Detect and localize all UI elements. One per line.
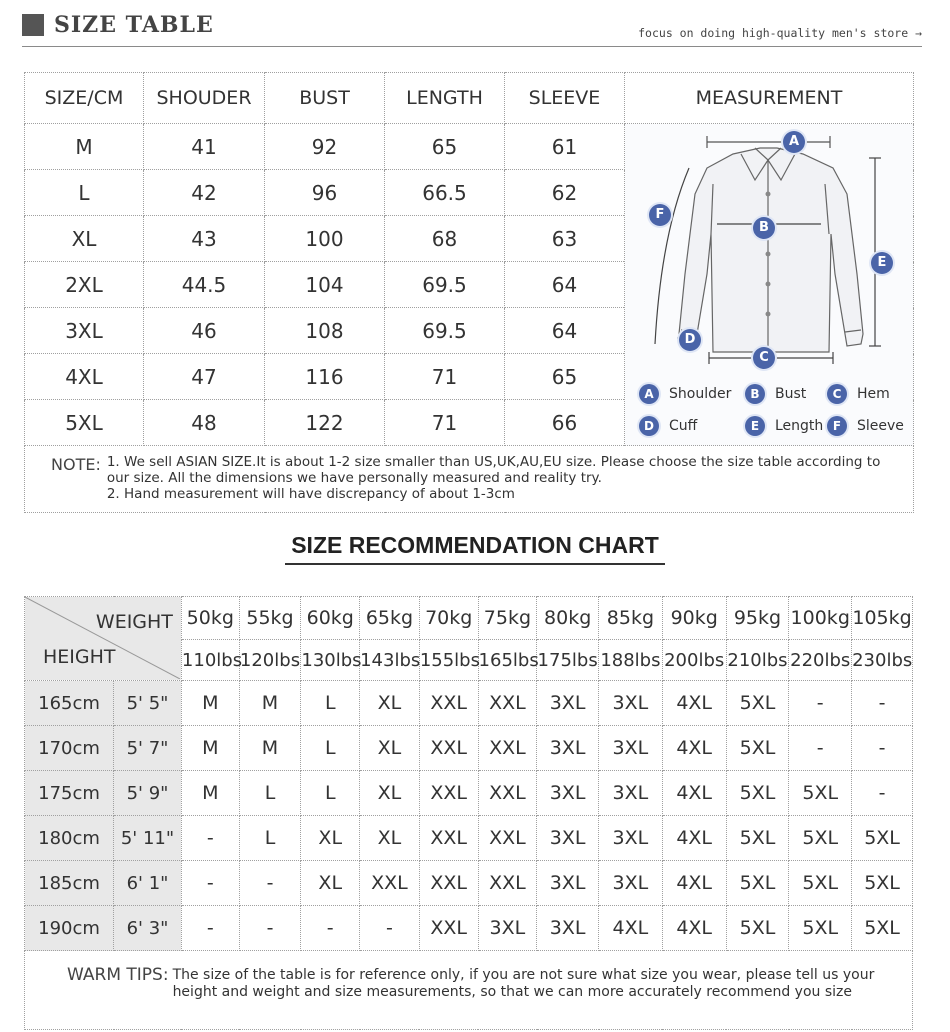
legend-label: Cuff bbox=[669, 418, 698, 434]
table-cell: 65 bbox=[385, 124, 505, 170]
size-cell: 5XL bbox=[789, 861, 852, 906]
weight-kg-header: 50kg bbox=[181, 597, 239, 640]
legend-badge: B bbox=[745, 384, 765, 404]
height-cm: 190cm bbox=[25, 906, 114, 951]
recommendation-table bbox=[24, 596, 913, 1030]
recommendation-title: SIZE RECOMMENDATION CHART bbox=[285, 532, 665, 565]
weight-lbs-header: 220lbs bbox=[789, 640, 852, 681]
measurement-diagram-cell bbox=[625, 124, 914, 446]
marker-d-badge: D bbox=[679, 329, 701, 351]
size-cell: - bbox=[789, 726, 852, 771]
size-cell: - bbox=[852, 771, 913, 816]
store-tagline: focus on doing high-quality men's store → bbox=[638, 26, 922, 40]
weight-kg-header: 105kg bbox=[852, 597, 913, 640]
size-cell: M bbox=[239, 681, 301, 726]
size-cell: XXL bbox=[419, 726, 478, 771]
table-cell: 66.5 bbox=[385, 170, 505, 216]
weight-kg-header: 55kg bbox=[239, 597, 301, 640]
size-cell: XL bbox=[301, 861, 360, 906]
size-cell: L bbox=[301, 681, 360, 726]
weight-kg-row bbox=[25, 597, 913, 640]
table-cell: 66 bbox=[505, 400, 625, 446]
legend-shoulder bbox=[639, 384, 731, 404]
height-ft: 5' 9" bbox=[114, 771, 182, 816]
size-cell: 4XL bbox=[662, 726, 726, 771]
height-cm: 170cm bbox=[25, 726, 114, 771]
table-cell: 108 bbox=[265, 308, 385, 354]
size-cell: - bbox=[239, 861, 301, 906]
size-cell: XXL bbox=[360, 861, 420, 906]
table-cell: 62 bbox=[505, 170, 625, 216]
header-divider bbox=[22, 46, 922, 47]
legend-length bbox=[745, 416, 823, 436]
weight-lbs-header: 155lbs bbox=[419, 640, 478, 681]
size-cell: L bbox=[301, 726, 360, 771]
table-cell: M bbox=[25, 124, 144, 170]
table-cell: 92 bbox=[265, 124, 385, 170]
size-cell: 3XL bbox=[537, 906, 599, 951]
table-cell: 43 bbox=[144, 216, 265, 262]
legend-cuff bbox=[639, 416, 697, 436]
size-table-header-row bbox=[25, 73, 914, 124]
table-cell: 64 bbox=[505, 262, 625, 308]
size-cell: 3XL bbox=[537, 771, 599, 816]
table-row bbox=[25, 726, 913, 771]
warm-tips-cell bbox=[25, 951, 913, 1030]
size-cell: 4XL bbox=[662, 861, 726, 906]
size-cell: XXL bbox=[478, 726, 537, 771]
size-cell: 5XL bbox=[852, 861, 913, 906]
weight-lbs-header: 188lbs bbox=[599, 640, 663, 681]
legend-badge: A bbox=[639, 384, 659, 404]
warm-tips-text: The size of the table is for reference only, if you are not sure what size you wear, please tell us your height and weight and size measurements, so that we can more accurately recommend you size bbox=[172, 967, 875, 1000]
size-cell: 5XL bbox=[852, 816, 913, 861]
table-cell: 64 bbox=[505, 308, 625, 354]
size-cell: M bbox=[181, 771, 239, 816]
size-cell: XXL bbox=[478, 861, 537, 906]
size-cell: 5XL bbox=[789, 816, 852, 861]
weight-lbs-header: 175lbs bbox=[537, 640, 599, 681]
weight-kg-header: 75kg bbox=[478, 597, 537, 640]
table-cell: 71 bbox=[385, 400, 505, 446]
height-cm: 165cm bbox=[25, 681, 114, 726]
size-cell: 3XL bbox=[537, 726, 599, 771]
table-cell: 116 bbox=[265, 354, 385, 400]
shirt-measurement-diagram bbox=[625, 124, 911, 444]
size-cell: 4XL bbox=[662, 771, 726, 816]
weight-kg-header: 85kg bbox=[599, 597, 663, 640]
size-cell: 3XL bbox=[599, 681, 663, 726]
legend-label: Hem bbox=[857, 386, 890, 402]
weight-lbs-header: 143lbs bbox=[360, 640, 420, 681]
column-header: SLEEVE bbox=[505, 73, 625, 124]
table-row bbox=[25, 861, 913, 906]
size-cell: 4XL bbox=[662, 816, 726, 861]
size-cell: XXL bbox=[419, 816, 478, 861]
size-cell: 4XL bbox=[662, 681, 726, 726]
warm-tips-label: WARM TIPS: bbox=[67, 965, 169, 985]
size-cell: 3XL bbox=[599, 771, 663, 816]
size-cell: - bbox=[181, 906, 239, 951]
weight-label: WEIGHT bbox=[95, 611, 173, 633]
note-line-1: 1. We sell ASIAN SIZE.It is about 1-2 size smaller than US,UK,AU,EU size. Please choose the size table according to our size. All the dimensions we have personally measured and reality try. bbox=[106, 454, 881, 486]
legend-label: Bust bbox=[775, 386, 807, 402]
size-cell: XL bbox=[360, 816, 420, 861]
size-cell: 3XL bbox=[599, 726, 663, 771]
weight-lbs-header: 165lbs bbox=[478, 640, 537, 681]
size-cell: - bbox=[181, 861, 239, 906]
size-cell: XXL bbox=[478, 771, 537, 816]
table-row bbox=[25, 906, 913, 951]
marker-c-badge: C bbox=[753, 347, 775, 369]
size-cell: 5XL bbox=[726, 681, 789, 726]
table-cell: 96 bbox=[265, 170, 385, 216]
table-row bbox=[25, 771, 913, 816]
weight-lbs-header: 130lbs bbox=[301, 640, 360, 681]
size-cell: 3XL bbox=[537, 681, 599, 726]
table-cell: 68 bbox=[385, 216, 505, 262]
table-cell: 100 bbox=[265, 216, 385, 262]
note-row bbox=[25, 446, 914, 513]
size-cell: - bbox=[852, 681, 913, 726]
table-cell: 104 bbox=[265, 262, 385, 308]
weight-kg-header: 95kg bbox=[726, 597, 789, 640]
size-cell: 3XL bbox=[478, 906, 537, 951]
size-cell: 3XL bbox=[537, 816, 599, 861]
table-row bbox=[25, 816, 913, 861]
size-cell: 5XL bbox=[726, 906, 789, 951]
size-cell: XL bbox=[360, 681, 420, 726]
legend-label: Shoulder bbox=[669, 386, 732, 402]
weight-kg-header: 80kg bbox=[537, 597, 599, 640]
column-header: LENGTH bbox=[385, 73, 505, 124]
size-cell: 5XL bbox=[789, 771, 852, 816]
size-cell: 5XL bbox=[726, 726, 789, 771]
height-ft: 5' 7" bbox=[114, 726, 182, 771]
size-cell: 5XL bbox=[726, 816, 789, 861]
table-cell: 63 bbox=[505, 216, 625, 262]
weight-kg-header: 90kg bbox=[662, 597, 726, 640]
height-cm: 175cm bbox=[25, 771, 114, 816]
size-cell: L bbox=[301, 771, 360, 816]
size-cell: - bbox=[852, 726, 913, 771]
size-cell: XXL bbox=[419, 681, 478, 726]
legend-label: Sleeve bbox=[857, 418, 904, 434]
size-cell: 5XL bbox=[726, 771, 789, 816]
size-cell: L bbox=[239, 771, 301, 816]
size-cell: 4XL bbox=[662, 906, 726, 951]
size-cell: XXL bbox=[478, 681, 537, 726]
table-cell: 46 bbox=[144, 308, 265, 354]
table-cell: 47 bbox=[144, 354, 265, 400]
weight-lbs-header: 230lbs bbox=[852, 640, 913, 681]
table-cell: 69.5 bbox=[385, 262, 505, 308]
note-line-2: 2. Hand measurement will have discrepancy of about 1-3cm bbox=[106, 486, 515, 502]
size-cell: XL bbox=[360, 726, 420, 771]
column-header: SIZE/CM bbox=[25, 73, 144, 124]
size-cell: - bbox=[789, 681, 852, 726]
table-cell: 44.5 bbox=[144, 262, 265, 308]
header-square-icon bbox=[22, 14, 44, 36]
height-ft: 5' 11" bbox=[114, 816, 182, 861]
warm-tips-row bbox=[25, 951, 913, 1030]
weight-lbs-header: 210lbs bbox=[726, 640, 789, 681]
legend-badge: E bbox=[745, 416, 765, 436]
size-cell: L bbox=[239, 816, 301, 861]
table-cell: 48 bbox=[144, 400, 265, 446]
height-cm: 180cm bbox=[25, 816, 114, 861]
legend-label: Length bbox=[775, 418, 824, 434]
table-row bbox=[25, 124, 914, 170]
size-cell: XL bbox=[360, 771, 420, 816]
table-cell: L bbox=[25, 170, 144, 216]
height-cm: 185cm bbox=[25, 861, 114, 906]
column-header: SHOUDER bbox=[144, 73, 265, 124]
weight-kg-header: 60kg bbox=[301, 597, 360, 640]
weight-lbs-header: 200lbs bbox=[662, 640, 726, 681]
legend-badge: C bbox=[827, 384, 847, 404]
table-cell: 2XL bbox=[25, 262, 144, 308]
table-cell: 5XL bbox=[25, 400, 144, 446]
height-ft: 5' 5" bbox=[114, 681, 182, 726]
size-cell: 3XL bbox=[599, 816, 663, 861]
size-table bbox=[24, 72, 914, 513]
table-row bbox=[25, 681, 913, 726]
size-cell: XXL bbox=[419, 906, 478, 951]
column-header: BUST bbox=[265, 73, 385, 124]
note-label: NOTE: bbox=[51, 455, 101, 474]
height-label: HEIGHT bbox=[43, 646, 116, 668]
table-cell: 122 bbox=[265, 400, 385, 446]
recommendation-title-wrap bbox=[0, 532, 950, 565]
size-cell: 4XL bbox=[599, 906, 663, 951]
table-cell: 4XL bbox=[25, 354, 144, 400]
size-cell: XL bbox=[301, 816, 360, 861]
size-cell: - bbox=[239, 906, 301, 951]
table-cell: 41 bbox=[144, 124, 265, 170]
marker-a-badge: A bbox=[783, 131, 805, 153]
page-title: SIZE TABLE bbox=[54, 12, 214, 38]
legend-hem bbox=[827, 384, 890, 404]
marker-f-badge: F bbox=[649, 204, 671, 226]
table-cell: 71 bbox=[385, 354, 505, 400]
table-cell: 42 bbox=[144, 170, 265, 216]
note-text bbox=[107, 454, 893, 502]
size-cell: - bbox=[181, 816, 239, 861]
weight-height-corner bbox=[25, 597, 182, 681]
size-cell: M bbox=[181, 726, 239, 771]
weight-lbs-header: 120lbs bbox=[239, 640, 301, 681]
weight-kg-header: 100kg bbox=[789, 597, 852, 640]
table-cell: 61 bbox=[505, 124, 625, 170]
height-ft: 6' 1" bbox=[114, 861, 182, 906]
size-cell: 5XL bbox=[789, 906, 852, 951]
weight-kg-header: 65kg bbox=[360, 597, 420, 640]
table-cell: XL bbox=[25, 216, 144, 262]
table-cell: 3XL bbox=[25, 308, 144, 354]
size-cell: XXL bbox=[478, 816, 537, 861]
size-cell: 3XL bbox=[537, 861, 599, 906]
weight-kg-header: 70kg bbox=[419, 597, 478, 640]
marker-e-badge: E bbox=[871, 252, 893, 274]
height-ft: 6' 3" bbox=[114, 906, 182, 951]
legend-badge: D bbox=[639, 416, 659, 436]
marker-b-badge: B bbox=[753, 217, 775, 239]
size-cell: - bbox=[360, 906, 420, 951]
size-cell: M bbox=[181, 681, 239, 726]
column-header: MEASUREMENT bbox=[625, 73, 914, 124]
weight-lbs-header: 110lbs bbox=[181, 640, 239, 681]
size-cell: 3XL bbox=[599, 861, 663, 906]
size-cell: M bbox=[239, 726, 301, 771]
legend-badge: F bbox=[827, 416, 847, 436]
size-cell: 5XL bbox=[726, 861, 789, 906]
note-cell bbox=[25, 446, 914, 513]
size-cell: 5XL bbox=[852, 906, 913, 951]
table-cell: 69.5 bbox=[385, 308, 505, 354]
legend-sleeve bbox=[827, 416, 904, 436]
size-cell: XXL bbox=[419, 771, 478, 816]
legend-bust bbox=[745, 384, 806, 404]
size-cell: XXL bbox=[419, 861, 478, 906]
size-cell: - bbox=[301, 906, 360, 951]
table-cell: 65 bbox=[505, 354, 625, 400]
